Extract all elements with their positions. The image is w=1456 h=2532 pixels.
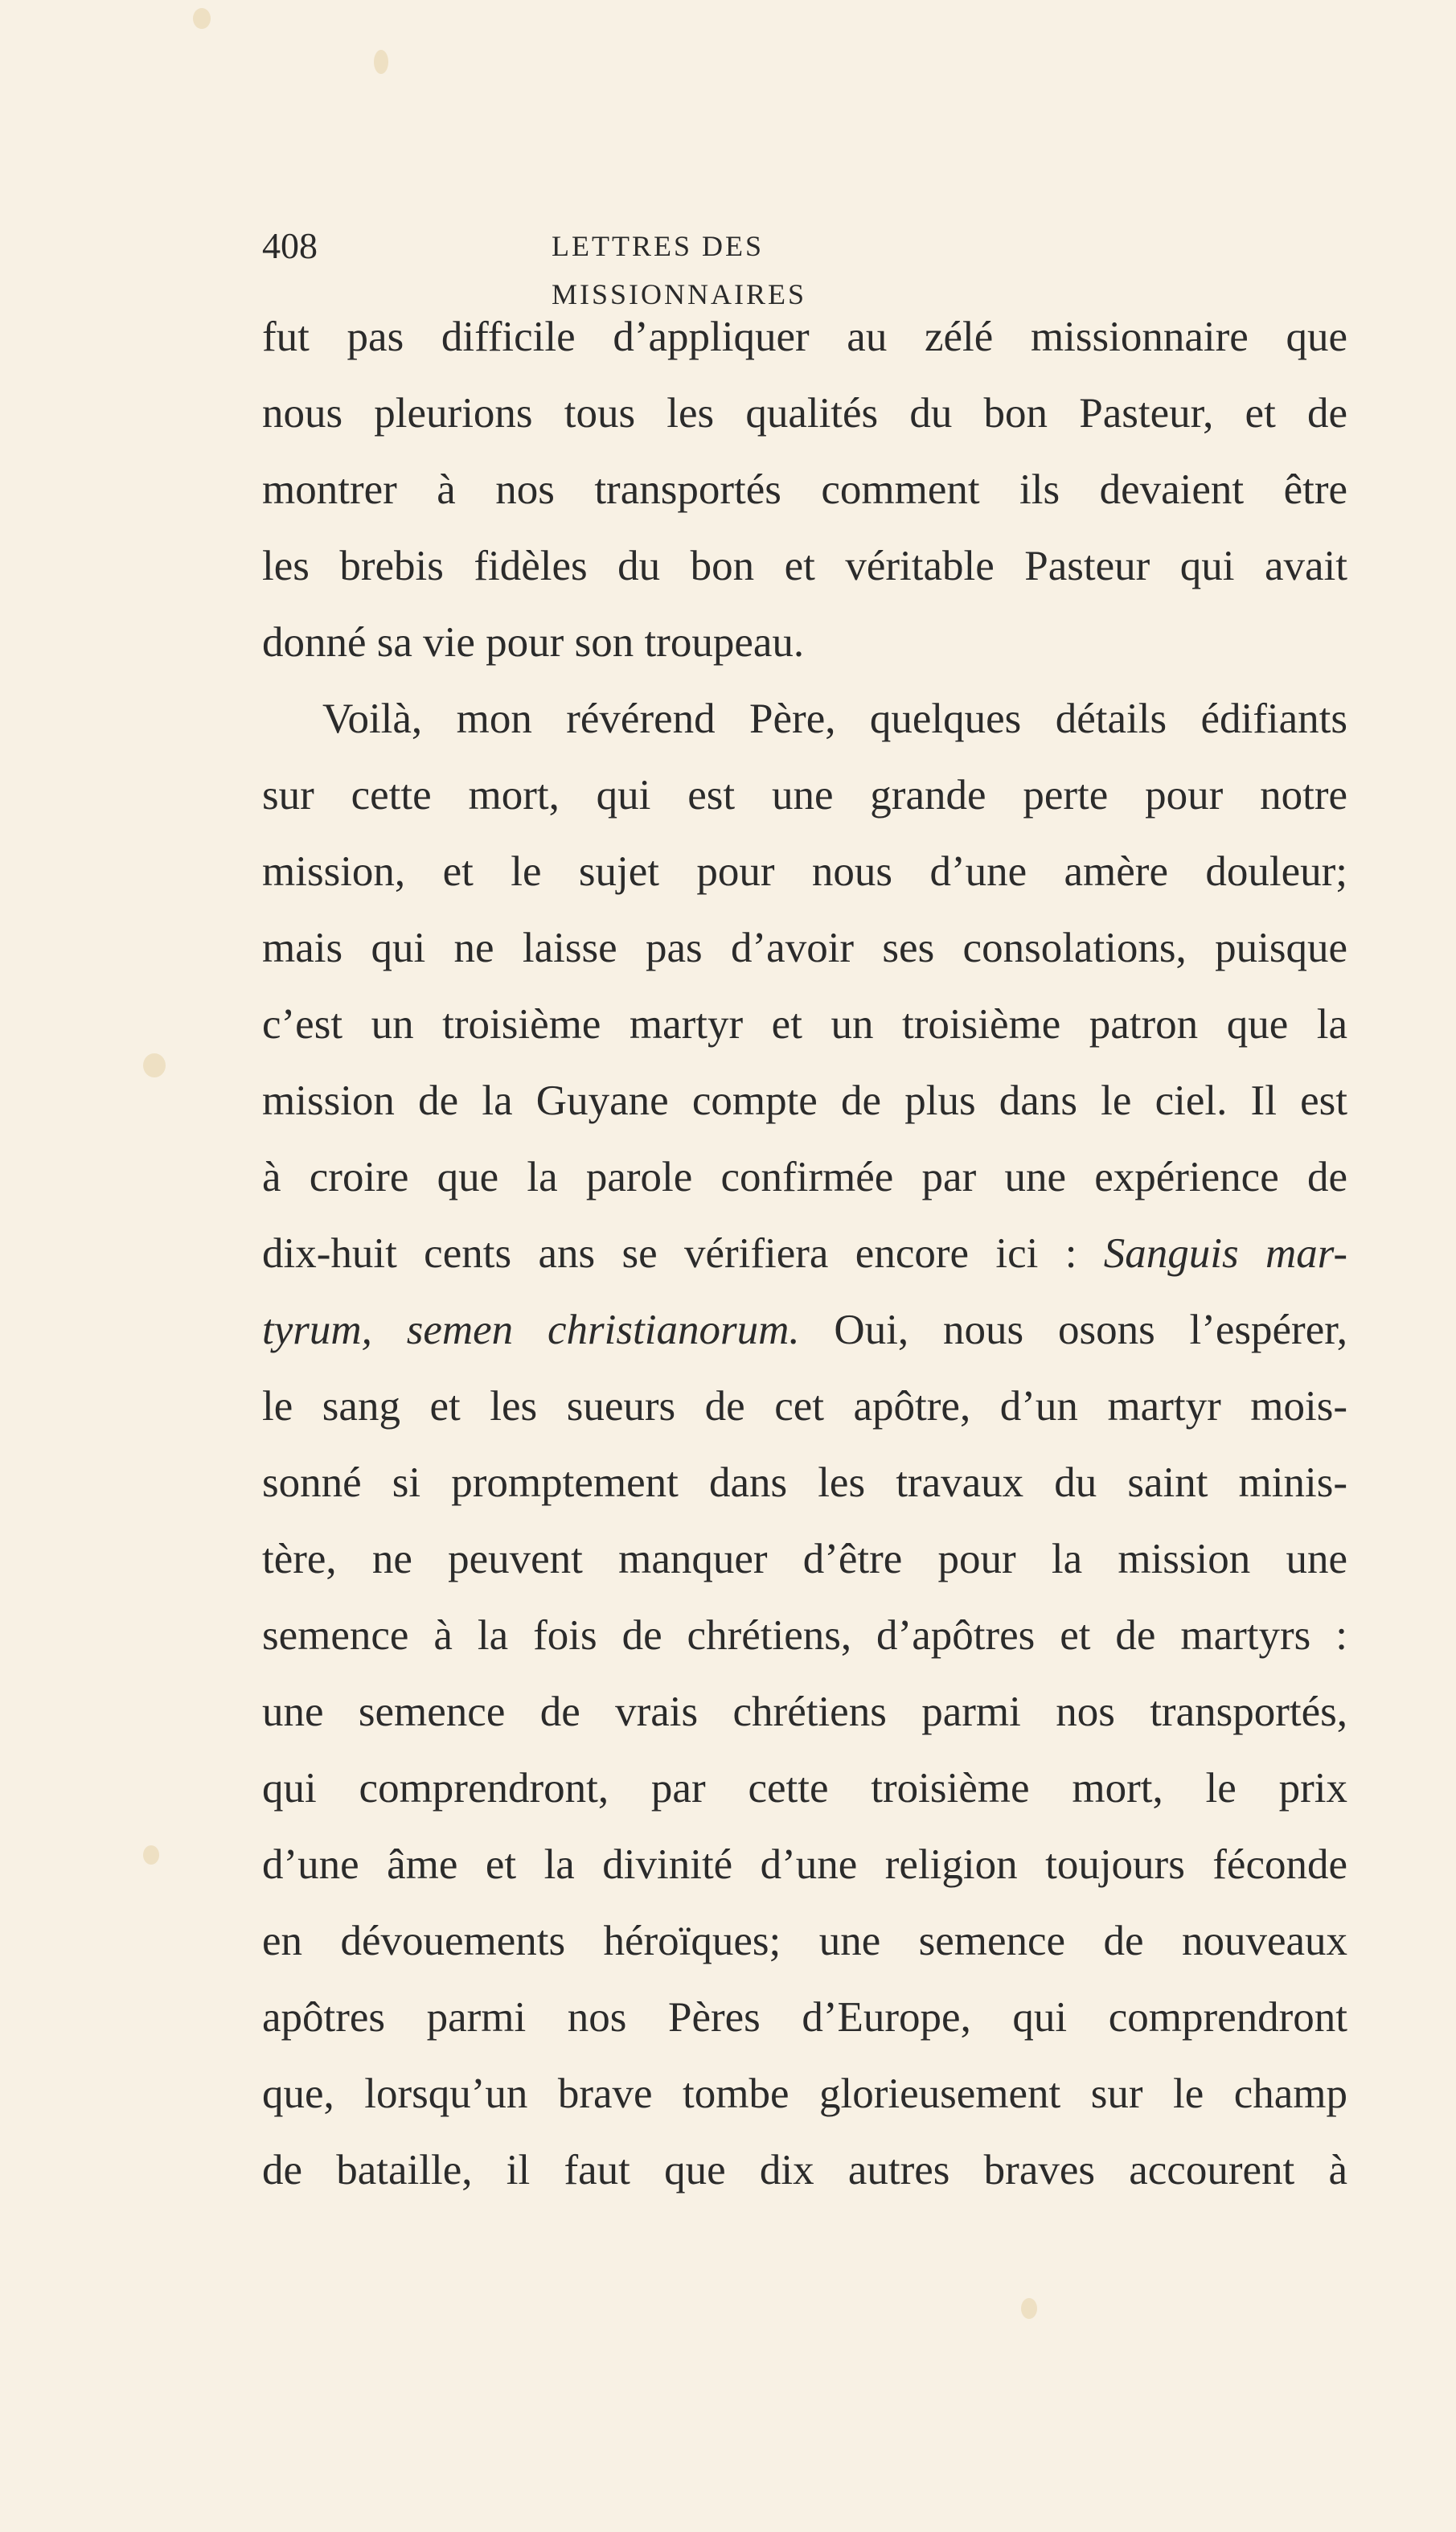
paper-stain xyxy=(143,1845,159,1865)
text-line: Voilà, mon révérend Père, quelques détails édifiants xyxy=(322,696,1347,742)
paper-stain xyxy=(1021,2298,1037,2319)
text-line: mais qui ne laisse pas d’avoir ses consolations, puisque xyxy=(262,925,1347,971)
running-title: LETTRES DES MISSIONNAIRES xyxy=(552,230,807,310)
paper-stain xyxy=(374,50,388,74)
text-line: mission, et le sujet pour nous d’une amère douleur; xyxy=(262,848,1347,895)
text-line: les brebis fidèles du bon et véritable Pasteur qui avait xyxy=(262,543,1347,589)
text-line: d’une âme et la divinité d’une religion toujours féconde xyxy=(262,1841,1347,1888)
text-segment: Oui, nous osons l’espérer, xyxy=(834,1307,1348,1353)
page-number: 408 xyxy=(262,225,318,266)
text-segment: dix-huit cents ans se vérifiera encore ici : xyxy=(262,1230,1077,1277)
text-line: que, lorsqu’un brave tombe glorieusement sur le champ xyxy=(262,2070,1347,2117)
text-line: à croire que la parole confirmée par une expérience de xyxy=(262,1154,1347,1200)
paper-stain xyxy=(193,8,211,29)
running-head xyxy=(262,222,1347,310)
text-line: une semence de vrais chrétiens parmi nos transportés, xyxy=(262,1689,1347,1735)
text-line: tère, ne peuvent manquer d’être pour la mission une xyxy=(262,1536,1347,1582)
text-line xyxy=(262,1292,1347,1369)
text-line: fut pas difficile d’appliquer au zélé missionnaire que xyxy=(262,314,1347,360)
text-line: montrer à nos transportés comment ils devaient être xyxy=(262,466,1347,513)
text-line: c’est un troisième martyr et un troisième patron que la xyxy=(262,1001,1347,1048)
text-line: semence à la fois de chrétiens, d’apôtres et de martyrs : xyxy=(262,1612,1347,1659)
text-line: mission de la Guyane compte de plus dans le ciel. Il est xyxy=(262,1077,1347,1124)
text-line xyxy=(262,1216,1347,1292)
text-line: apôtres parmi nos Pères d’Europe, qui comprendront xyxy=(262,1994,1347,2041)
text-line: sonné si promptement dans les travaux du saint minis- xyxy=(262,1459,1347,1506)
latin-quote: tyrum, semen christianorum. xyxy=(262,1307,800,1353)
text-line: qui comprendront, par cette troisième mort, le prix xyxy=(262,1765,1347,1812)
text-line: le sang et les sueurs de cet apôtre, d’un martyr mois- xyxy=(262,1383,1347,1430)
text-line: de bataille, il faut que dix autres braves accourent à xyxy=(262,2147,1347,2193)
latin-quote: Sanguis mar- xyxy=(1103,1230,1347,1277)
text-line: nous pleurions tous les qualités du bon Pasteur, et de xyxy=(262,390,1347,437)
body-text xyxy=(262,299,1347,2209)
text-line: en dévouements héroïques; une semence de nouveaux xyxy=(262,1918,1347,1964)
text-line: sur cette mort, qui est une grande perte pour notre xyxy=(262,772,1347,819)
text-line: donné sa vie pour son troupeau. xyxy=(262,619,805,666)
paper-stain xyxy=(143,1053,166,1077)
